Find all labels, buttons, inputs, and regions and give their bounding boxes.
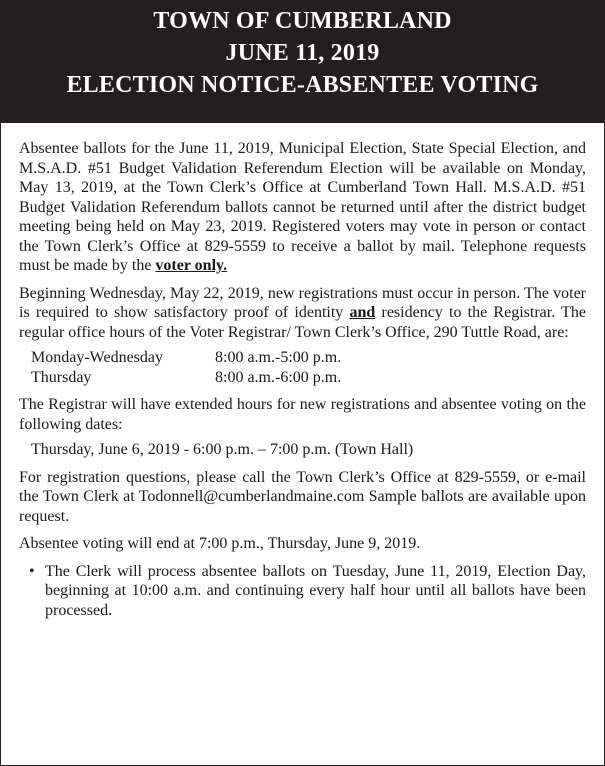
notice-header xyxy=(1,1,604,123)
office-hours xyxy=(31,348,586,387)
voter-only-emphasis: voter only. xyxy=(155,257,228,274)
hours-row xyxy=(31,368,586,388)
paragraph-new-registrations: Beginning Wednesday, May 22, 2019, new registrations must occur in person. The voter is required to show satisfactory proof of identity and residency to the Registrar. The regular office hours of the Voter Registrar/ Town Clerk’s Office, 290 Tuttle Road, are: xyxy=(19,284,586,341)
header-date: JUNE 11, 2019 xyxy=(225,40,380,66)
hours-day: Monday-Wednesday xyxy=(31,349,164,366)
notice-body xyxy=(1,123,604,620)
hours-day: Thursday xyxy=(31,368,92,386)
hours-time: 8:00 a.m.-5:00 p.m. xyxy=(215,349,342,366)
paragraph-voting-end: Absentee voting will end at 7:00 p.m., Thursday, June 9, 2019. xyxy=(19,535,421,552)
bullet-item xyxy=(29,562,586,621)
paragraph-registration-questions: For registration questions, please call the Town Clerk’s Office at 829-5559, or e-mail the Town Clerk at Todonnell@cumberlandmaine.com Sample ballots are available upon request. xyxy=(19,468,586,525)
paragraph-extended-hours: The Registrar will have extended hours for new registrations and absentee voting on the following dates: xyxy=(19,396,586,433)
extended-date: Thursday, June 6, 2019 - 6:00 p.m. – 7:00 p.m. (Town Hall) xyxy=(31,441,414,458)
hours-row xyxy=(31,348,586,368)
hours-time: 8:00 a.m.-6:00 p.m. xyxy=(215,368,342,386)
bullet-marker: • xyxy=(29,562,35,580)
and-emphasis: and xyxy=(349,304,376,321)
paragraph-absentee-ballots: Absentee ballots for the June 11, 2019, Municipal Election, State Special Election, and M.S.A.D. #51 Budget Validation Referendum Election will be available on Monday, May 13, 2019, at the Town Clerk’s Office at Cumberland Town Hall. M.S.A.D. #51 Budget Validation Referendum ballots cannot be returned until after the district budget meeting being held on May 23, 2019. Registered voters may vote in person or contact the Town Clerk’s Office at 829-5559 to receive a ballot by mail. Telephone requests must be made by the voter only. xyxy=(19,140,586,274)
header-title: ELECTION NOTICE-ABSENTEE VOTING xyxy=(66,72,539,98)
header-town: TOWN OF CUMBERLAND xyxy=(153,8,452,34)
bullet-text: The Clerk will process absentee ballots on Tuesday, June 11, 2019, Election Day, beginning at 10:00 a.m. and continuing every half hour until all ballots have been processed. xyxy=(45,562,586,619)
